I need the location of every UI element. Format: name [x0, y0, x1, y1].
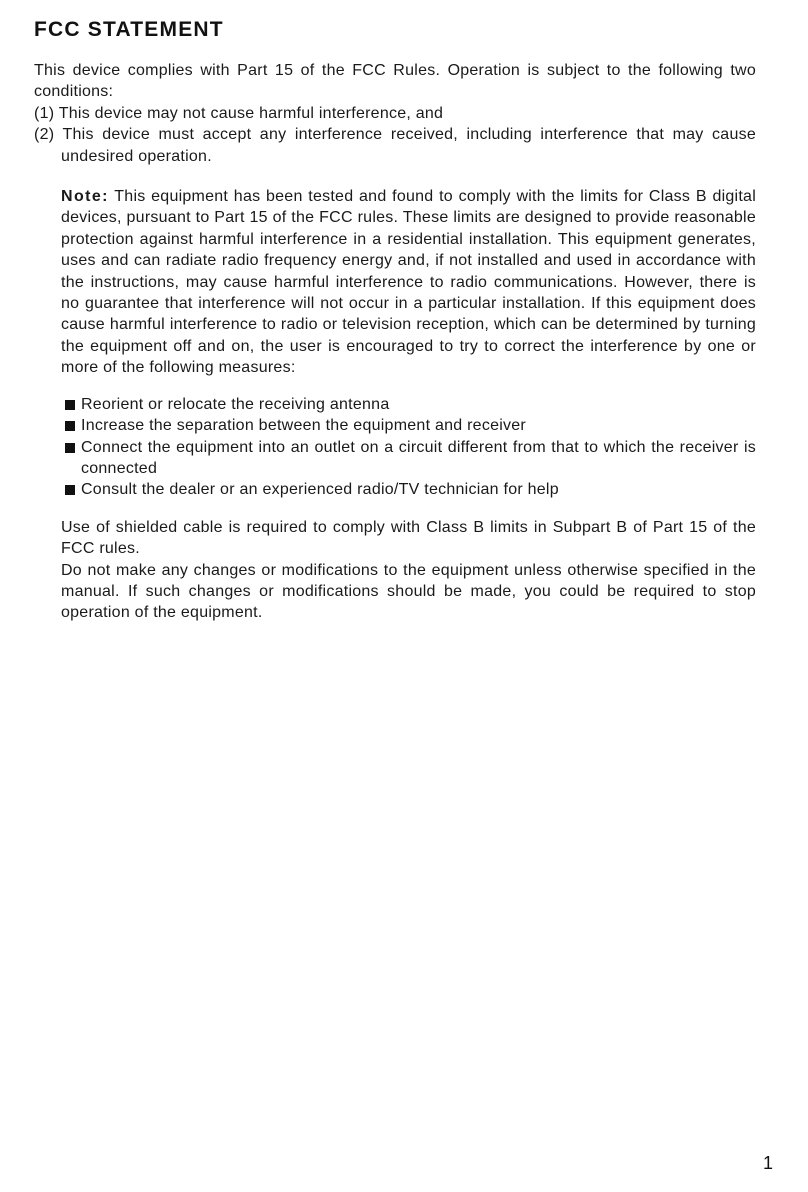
measure-text: Increase the separation between the equipment and receiver	[81, 417, 526, 435]
list-item	[61, 437, 756, 480]
list-item	[61, 394, 756, 415]
note-text: This equipment has been tested and found to comply with the limits for Class B digital devices, pursuant to Part 15 of the FCC rules. These limits are designed to provide reasonable protection against harmful interference in a residential installation. This equipment generates, uses and can radiate radio frequency energy and, if not installed and used in accordance with the instructions, may cause harmful interference to radio communications. However, there is no guarantee that interference will not occur in a particular installation. If this equipment does cause harmful interference to radio or television reception, which can be determined by turning the equipment off and on, the user is encouraged to try to correct the interference by one or more of the following measures:	[61, 188, 756, 377]
square-bullet-icon	[65, 443, 75, 453]
square-bullet-icon	[65, 485, 75, 495]
conditions-list	[34, 103, 756, 167]
page-title: FCC STATEMENT	[34, 18, 224, 41]
condition-item: (1) This device may not cause harmful interference, and	[34, 104, 444, 122]
condition-item: (2) This device must accept any interference received, including interference that may cause undesired operation.	[34, 126, 756, 165]
square-bullet-icon	[65, 400, 75, 410]
square-bullet-icon	[65, 421, 75, 431]
list-item	[61, 415, 756, 436]
intro-paragraph: This device complies with Part 15 of the FCC Rules. Operation is subject to the following two conditions:	[34, 62, 756, 101]
note-paragraph	[61, 186, 756, 379]
note-label: Note:	[61, 188, 109, 206]
measure-text: Consult the dealer or an experienced radio/TV technician for help	[81, 481, 559, 499]
note-section	[61, 186, 756, 624]
document-page	[34, 18, 756, 624]
measure-text: Reorient or relocate the receiving antenna	[81, 395, 390, 413]
page-number: 1	[762, 1153, 773, 1173]
measure-text: Connect the equipment into an outlet on a circuit different from that to which the receiver is connected	[81, 438, 756, 477]
list-item	[61, 479, 756, 500]
measures-list	[61, 394, 756, 501]
modifications-paragraph: Do not make any changes or modifications to the equipment unless otherwise specified in the manual. If such changes or modifications should be made, you could be required to stop operation of the equipment.	[61, 561, 756, 622]
shielded-cable-paragraph: Use of shielded cable is required to comply with Class B limits in Subpart B of Part 15 of the FCC rules.	[61, 518, 756, 558]
